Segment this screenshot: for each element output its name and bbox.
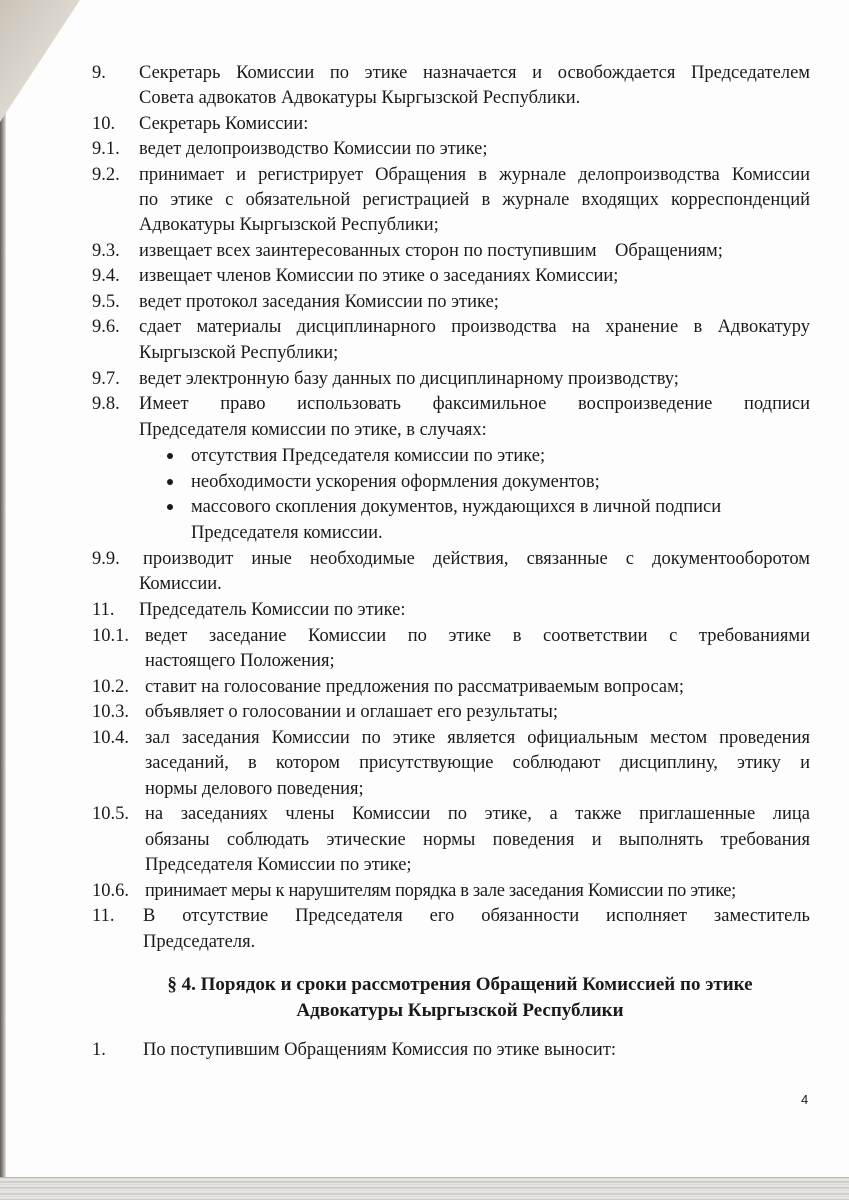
item-number: 9.8. <box>92 394 120 414</box>
item-text: сдает материалы дисциплинарного производства на хранение в Адвокатуру <box>139 317 810 337</box>
item-text-continued: Совета адвокатов Адвокатуры Кыргызской Республики. <box>139 88 581 108</box>
item-text: объявляет о голосовании и оглашает его результаты; <box>145 702 559 722</box>
item-text-continued: Председателя. <box>143 932 256 952</box>
bullet-icon <box>167 453 173 459</box>
item-number: 10.5. <box>92 804 129 824</box>
item-number: 10.2. <box>92 677 129 697</box>
item-text-continued: Кыргызской Республики; <box>139 343 339 363</box>
item-text-continued: Комиссии. <box>139 574 222 594</box>
section-heading: § 4. Порядок и сроки рассмотрения Обращений Комиссией по этике <box>167 974 753 995</box>
item-number: 9.1. <box>92 139 120 159</box>
item-number: 11. <box>92 906 115 926</box>
item-number: 10.4. <box>92 728 129 748</box>
item-text-continued: настоящего Положения; <box>145 651 335 671</box>
item-number: 10.3. <box>92 702 129 722</box>
page-number: 4 <box>801 1092 809 1107</box>
item-text: По поступившим Обращениям Комиссия по этике выносит: <box>143 1040 617 1060</box>
item-text-continued: обязаны соблюдать этические нормы поведения и выполнять требования <box>145 830 810 850</box>
item-number: 9. <box>92 63 106 83</box>
bullet-text: отсутствия Председателя комиссии по этике; <box>191 446 546 466</box>
item-text-continued: нормы делового поведения; <box>145 779 364 799</box>
bullet-text: необходимости ускорения оформления документов; <box>191 472 600 492</box>
item-text: извещает всех заинтересованных сторон по поступившим Обращениям; <box>139 241 723 261</box>
item-text: зал заседания Комиссии по этике является официальным местом проведения <box>145 728 810 748</box>
item-text-continued: по этике с обязательной регистрацией в журнале входящих корреспонденций <box>139 190 810 210</box>
item-text: ведет электронную базу данных по дисциплинарному производству; <box>139 369 679 389</box>
item-text: ведет заседание Комиссии по этике в соответствии с требованиями <box>145 626 810 646</box>
item-text: ведет протокол заседания Комиссии по этике; <box>139 292 499 312</box>
bullet-icon <box>167 479 173 485</box>
item-number: 9.7. <box>92 369 120 389</box>
item-text: принимает и регистрирует Обращения в журнале делопроизводства Комиссии <box>139 165 810 185</box>
item-text: на заседаниях члены Комиссии по этике, а также приглашенные лица <box>145 804 810 824</box>
item-number: 9.9. <box>92 549 120 569</box>
item-number: 1. <box>92 1040 106 1060</box>
item-text: Секретарь Комиссии: <box>139 114 309 134</box>
item-number: 9.2. <box>92 165 120 185</box>
bullet-text: массового скопления документов, нуждающихся в личной подписи <box>191 497 722 517</box>
item-text: Председатель Комиссии по этике: <box>139 600 406 620</box>
scan-bottom-edge <box>0 1177 849 1200</box>
item-text: ведет делопроизводство Комиссии по этике; <box>139 139 488 159</box>
bullet-text-continued: Председателя комиссии. <box>191 523 383 543</box>
item-text: извещает членов Комиссии по этике о заседаниях Комиссии; <box>139 266 619 286</box>
item-text-continued: Председателя Комиссии по этике; <box>145 855 412 875</box>
item-number: 9.3. <box>92 241 120 261</box>
item-number: 10.1. <box>92 626 129 646</box>
item-text: В отсутствие Председателя его обязанности исполняет заместитель <box>143 906 810 926</box>
item-text-continued: Адвокатуры Кыргызской Республики; <box>139 215 439 235</box>
item-text: ставит на голосование предложения по рассматриваемым вопросам; <box>145 677 684 697</box>
item-text-continued: заседаний, в котором присутствующие соблюдают дисциплину, этику и <box>145 753 810 773</box>
item-number: 9.6. <box>92 317 120 337</box>
item-text: Секретарь Комиссии по этике назначается и освобождается Председателем <box>139 63 810 83</box>
item-text: Имеет право использовать факсимильное воспроизведение подписи <box>139 394 810 414</box>
bullet-icon <box>167 504 173 510</box>
section-heading-line2: Адвокатуры Кыргызской Республики <box>296 1000 624 1021</box>
item-text: принимает меры к нарушителям порядка в зале заседания Комиссии по этике; <box>145 881 736 901</box>
item-number: 9.5. <box>92 292 120 312</box>
item-text-continued: Председателя комиссии по этике, в случаях: <box>139 420 487 440</box>
item-number: 11. <box>92 600 115 620</box>
item-number: 10. <box>92 114 116 134</box>
item-number: 9.4. <box>92 266 120 286</box>
item-text: производит иные необходимые действия, связанные с документооборотом <box>143 549 810 569</box>
item-number: 10.6. <box>92 881 129 901</box>
